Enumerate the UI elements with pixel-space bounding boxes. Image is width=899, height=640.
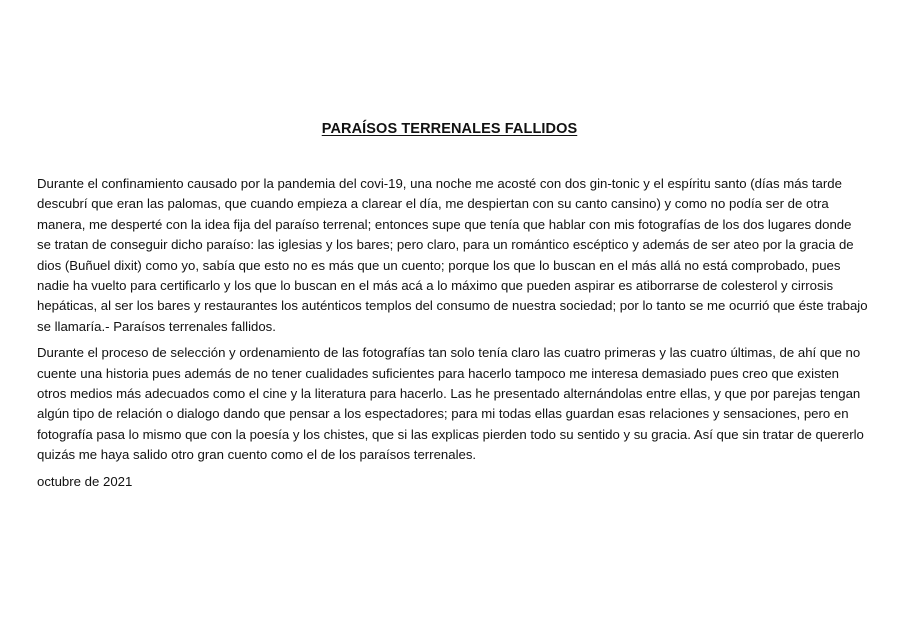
paragraph-1: Durante el confinamiento causado por la pandemia del covi-19, una noche me acosté con dos gin-tonic y el espíritu santo (días más tarde descubrí que eran las palomas, que cuando empieza a clarear el día, me despiertan con su canto cansino) y como no podía ser de otra manera, me desperté con la idea fija del paraíso terrenal; entonces supe que tenía que hablar con mis fotografías de los dos lugares donde se tratan de conseguir dicho paraíso: las iglesias y los bares; pero claro, para un romántico escéptico y además de ser ateo por la gracia de dios (Buñuel dixit) como yo, sabía que esto no es más que un cuento; porque los que lo buscan en el más allá no está comprobado, pues nadie ha vuelto para certificarlo y los que lo buscan en el más acá a lo máximo que pueden aspirar es atiborrarse de colesterol y cirrosis hepáticas, al ser los bares y restaurantes los auténticos templos del consumo de nuestra sociedad; por lo tanto se me ocurrió que éste trabajo se llamaría.- Paraísos terrenales fallidos. <box>37 176 868 334</box>
document-body <box>37 174 869 492</box>
document-title: PARAÍSOS TERRENALES FALLIDOS <box>321 121 578 137</box>
document-date: octubre de 2021 <box>37 473 133 489</box>
paragraph-2: Durante el proceso de selección y ordenamiento de las fotografías tan solo tenía claro las cuatro primeras y las cuatro últimas, de ahí que no cuente una historia pues además de no tener cualidades suficientes para hacerlo tampoco me interesa demasiado pues creo que existen otros medios más adecuados como el cine y la literatura para hacerlo. Las he presentado alternándolas entre ellas, y que por parejas tengan algún tipo de relación o dialogo dando que pensar a los espectadores; para mi todas ellas guardan esas relaciones y sensaciones, pero en fotografía pasa lo mismo que con la poesía y los chistes, que si las explicas pierden todo su sentido y su gracia. Así que sin tratar de quererlo quizás me haya salido otro gran cuento como el de los paraísos terrenales. <box>37 345 864 463</box>
